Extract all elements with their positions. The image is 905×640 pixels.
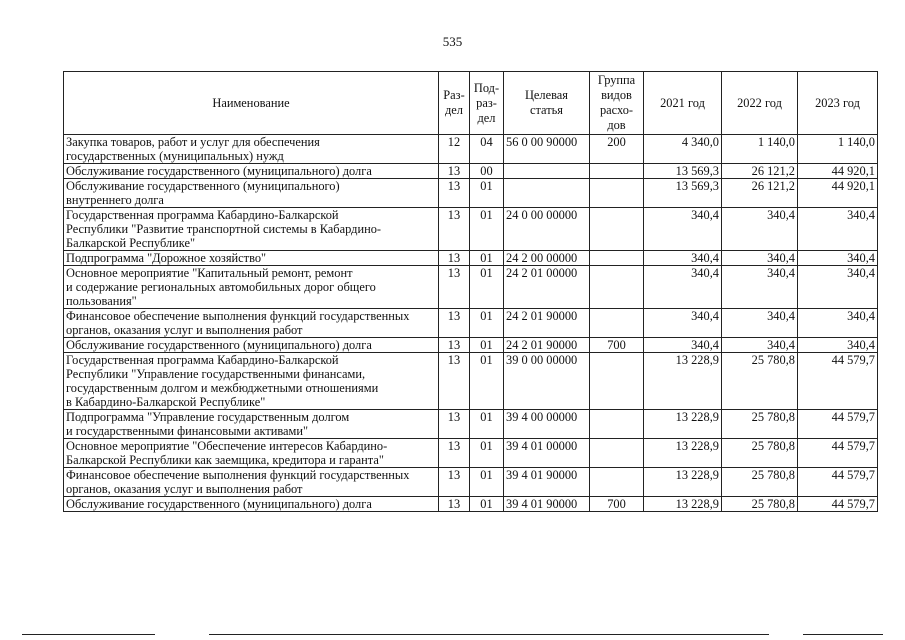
table-row xyxy=(64,251,878,266)
cell-group xyxy=(590,468,644,497)
table-row xyxy=(64,309,878,338)
cell-2021: 13 569,3 xyxy=(644,179,722,208)
cell-2021: 340,4 xyxy=(644,309,722,338)
table-row xyxy=(64,338,878,353)
cell-2021: 13 228,9 xyxy=(644,439,722,468)
cell-2023: 44 579,7 xyxy=(798,468,878,497)
cell-razdel: 13 xyxy=(439,338,470,353)
cell-podrazdel: 04 xyxy=(470,135,504,164)
cell-razdel: 13 xyxy=(439,179,470,208)
cell-2023: 340,4 xyxy=(798,208,878,251)
table-row xyxy=(64,439,878,468)
col-header-razdel: Раз- дел xyxy=(439,72,470,135)
cell-group: 700 xyxy=(590,497,644,512)
table-row xyxy=(64,468,878,497)
cell-2023: 1 140,0 xyxy=(798,135,878,164)
table-header-row xyxy=(64,72,878,135)
cell-2021: 13 228,9 xyxy=(644,468,722,497)
cell-podrazdel: 01 xyxy=(470,410,504,439)
cell-group xyxy=(590,439,644,468)
table-row xyxy=(64,353,878,410)
cell-name: Закупка товаров, работ и услуг для обеспечения государственных (муниципальных) нужд xyxy=(64,135,439,164)
cell-target: 24 2 01 00000 xyxy=(504,266,590,309)
cell-target: 24 2 00 00000 xyxy=(504,251,590,266)
cell-target xyxy=(504,164,590,179)
cell-2021: 340,4 xyxy=(644,208,722,251)
table-row xyxy=(64,497,878,512)
cell-2022: 25 780,8 xyxy=(722,410,798,439)
cell-target: 39 0 00 00000 xyxy=(504,353,590,410)
cell-target: 24 2 01 90000 xyxy=(504,338,590,353)
cell-target: 39 4 01 90000 xyxy=(504,497,590,512)
table-row xyxy=(64,266,878,309)
cell-target: 24 2 01 90000 xyxy=(504,309,590,338)
cell-razdel: 13 xyxy=(439,309,470,338)
cell-2021: 340,4 xyxy=(644,266,722,309)
cell-group xyxy=(590,208,644,251)
cell-group xyxy=(590,164,644,179)
cell-target: 39 4 01 90000 xyxy=(504,468,590,497)
cell-razdel: 13 xyxy=(439,497,470,512)
table-row xyxy=(64,208,878,251)
cell-name: Подпрограмма "Управление государственным долгом и государственными финансовыми активами" xyxy=(64,410,439,439)
cell-2023: 340,4 xyxy=(798,338,878,353)
cell-2021: 4 340,0 xyxy=(644,135,722,164)
cell-name: Государственная программа Кабардино-Балкарской Республики "Управление государственными финансами, государственным долгом и межбюджетными отношениями в Кабардино-Балкарской Республике" xyxy=(64,353,439,410)
cell-target: 24 0 00 00000 xyxy=(504,208,590,251)
col-header-target: Целевая статья xyxy=(504,72,590,135)
cell-group xyxy=(590,309,644,338)
cell-2023: 44 920,1 xyxy=(798,164,878,179)
cell-group xyxy=(590,410,644,439)
cell-razdel: 13 xyxy=(439,266,470,309)
cell-podrazdel: 01 xyxy=(470,439,504,468)
table-row xyxy=(64,164,878,179)
cell-2022: 340,4 xyxy=(722,208,798,251)
footer-rule-center xyxy=(209,634,769,635)
cell-razdel: 13 xyxy=(439,410,470,439)
cell-2022: 340,4 xyxy=(722,338,798,353)
cell-2022: 26 121,2 xyxy=(722,164,798,179)
cell-podrazdel: 01 xyxy=(470,208,504,251)
cell-name: Государственная программа Кабардино-Балкарской Республики "Развитие транспортной системы в Кабардино- Балкарской Республике" xyxy=(64,208,439,251)
cell-2021: 340,4 xyxy=(644,338,722,353)
cell-2023: 44 579,7 xyxy=(798,410,878,439)
cell-2022: 25 780,8 xyxy=(722,497,798,512)
footer-rule-right xyxy=(803,634,883,635)
cell-podrazdel: 01 xyxy=(470,353,504,410)
cell-name: Обслуживание государственного (муниципального) внутреннего долга xyxy=(64,179,439,208)
cell-2022: 25 780,8 xyxy=(722,468,798,497)
cell-2023: 44 579,7 xyxy=(798,497,878,512)
cell-2023: 44 920,1 xyxy=(798,179,878,208)
cell-target: 39 4 00 00000 xyxy=(504,410,590,439)
cell-name: Основное мероприятие "Обеспечение интересов Кабардино- Балкарской Республики как заемщика, кредитора и гаранта" xyxy=(64,439,439,468)
cell-2023: 44 579,7 xyxy=(798,439,878,468)
cell-target: 56 0 00 90000 xyxy=(504,135,590,164)
cell-group xyxy=(590,266,644,309)
budget-table xyxy=(63,71,878,512)
cell-podrazdel: 01 xyxy=(470,497,504,512)
col-header-podrazdel: Под- раз- дел xyxy=(470,72,504,135)
cell-name: Основное мероприятие "Капитальный ремонт, ремонт и содержание региональных автомобильных дорог общего пользования" xyxy=(64,266,439,309)
cell-target: 39 4 01 00000 xyxy=(504,439,590,468)
cell-razdel: 13 xyxy=(439,164,470,179)
table-row xyxy=(64,410,878,439)
cell-group: 200 xyxy=(590,135,644,164)
cell-razdel: 13 xyxy=(439,208,470,251)
cell-group xyxy=(590,353,644,410)
cell-2022: 1 140,0 xyxy=(722,135,798,164)
page-number: 535 xyxy=(442,34,463,49)
cell-name: Подпрограмма "Дорожное хозяйство" xyxy=(64,251,439,266)
cell-2021: 13 228,9 xyxy=(644,497,722,512)
cell-name: Финансовое обеспечение выполнения функций государственных органов, оказания услуг и выполнения работ xyxy=(64,468,439,497)
cell-razdel: 12 xyxy=(439,135,470,164)
col-header-name: Наименование xyxy=(64,72,439,135)
cell-2023: 340,4 xyxy=(798,309,878,338)
cell-name: Обслуживание государственного (муниципального) долга xyxy=(64,338,439,353)
cell-2022: 25 780,8 xyxy=(722,439,798,468)
cell-2022: 340,4 xyxy=(722,251,798,266)
cell-2021: 13 569,3 xyxy=(644,164,722,179)
cell-2022: 340,4 xyxy=(722,266,798,309)
cell-razdel: 13 xyxy=(439,439,470,468)
cell-podrazdel: 01 xyxy=(470,179,504,208)
col-header-2022: 2022 год xyxy=(722,72,798,135)
cell-2022: 340,4 xyxy=(722,309,798,338)
cell-group xyxy=(590,251,644,266)
cell-2023: 340,4 xyxy=(798,251,878,266)
cell-podrazdel: 01 xyxy=(470,251,504,266)
cell-group xyxy=(590,179,644,208)
col-header-2021: 2021 год xyxy=(644,72,722,135)
cell-name: Обслуживание государственного (муниципального) долга xyxy=(64,497,439,512)
cell-2021: 13 228,9 xyxy=(644,410,722,439)
col-header-2023: 2023 год xyxy=(798,72,878,135)
cell-2022: 26 121,2 xyxy=(722,179,798,208)
cell-podrazdel: 01 xyxy=(470,309,504,338)
cell-podrazdel: 00 xyxy=(470,164,504,179)
cell-2023: 340,4 xyxy=(798,266,878,309)
table-row xyxy=(64,179,878,208)
cell-podrazdel: 01 xyxy=(470,468,504,497)
cell-razdel: 13 xyxy=(439,251,470,266)
cell-target xyxy=(504,179,590,208)
cell-2021: 13 228,9 xyxy=(644,353,722,410)
cell-name: Финансовое обеспечение выполнения функций государственных органов, оказания услуг и выполнения работ xyxy=(64,309,439,338)
cell-2023: 44 579,7 xyxy=(798,353,878,410)
cell-2021: 340,4 xyxy=(644,251,722,266)
cell-razdel: 13 xyxy=(439,468,470,497)
cell-2022: 25 780,8 xyxy=(722,353,798,410)
cell-name: Обслуживание государственного (муниципального) долга xyxy=(64,164,439,179)
cell-razdel: 13 xyxy=(439,353,470,410)
table-row xyxy=(64,135,878,164)
col-header-group: Группа видов расхо- дов xyxy=(590,72,644,135)
footer-rule-left xyxy=(22,634,155,635)
cell-podrazdel: 01 xyxy=(470,338,504,353)
cell-podrazdel: 01 xyxy=(470,266,504,309)
cell-group: 700 xyxy=(590,338,644,353)
